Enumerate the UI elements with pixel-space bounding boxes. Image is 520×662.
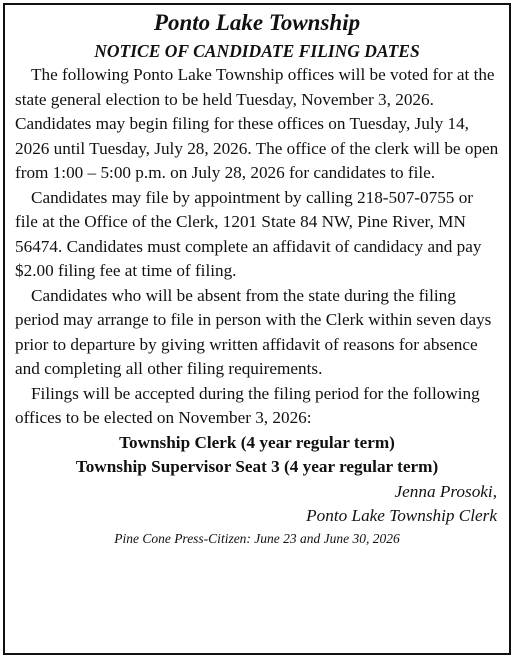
signature-name: Jenna Prosoki, xyxy=(394,481,497,501)
signature-title: Ponto Lake Township Clerk xyxy=(306,506,497,525)
paragraph-absent-candidates: Candidates who will be absent from the state during the filing period may arrange to file in person with the Clerk within seven days prior to departure by giving written affidavit of reasons for absence and completing all other filing requirements. xyxy=(15,285,492,378)
paragraph-election-dates: The following Ponto Lake Township offices will be voted for at the state general election to be held Tuesday, November 3, 2026. Candidates may begin filing for these offices on Tuesday, July 14, 2026 until Tuesday, July 28, 2026. The office of the clerk will be open from 1:00 – 5:00 p.m. on July 28, 2026 for candidates to file. xyxy=(15,65,499,182)
legal-notice xyxy=(3,3,511,655)
notice-body xyxy=(15,63,499,431)
office-township-supervisor: Township Supervisor Seat 3 (4 year regular term) xyxy=(75,457,439,476)
office-township-clerk: Township Clerk (4 year regular term) xyxy=(119,432,395,452)
paragraph-offices-intro: Filings will be accepted during the filing period for the following offices to be elected on November 3, 2026: xyxy=(15,383,480,427)
notice-title: Ponto Lake Township xyxy=(153,10,361,35)
paragraph-filing-method: Candidates may file by appointment by calling 218-507-0755 or file at the Office of the Clerk, 1201 State 84 NW, Pine River, MN 56474. Candidates must complete an affidavit of candidacy and pay $2.00 filing fee at time of filing. xyxy=(15,187,482,280)
publication-line: Pine Cone Press-Citizen: June 23 and June 30, 2026 xyxy=(114,530,400,546)
notice-subtitle: NOTICE OF CANDIDATE FILING DATES xyxy=(94,41,420,61)
